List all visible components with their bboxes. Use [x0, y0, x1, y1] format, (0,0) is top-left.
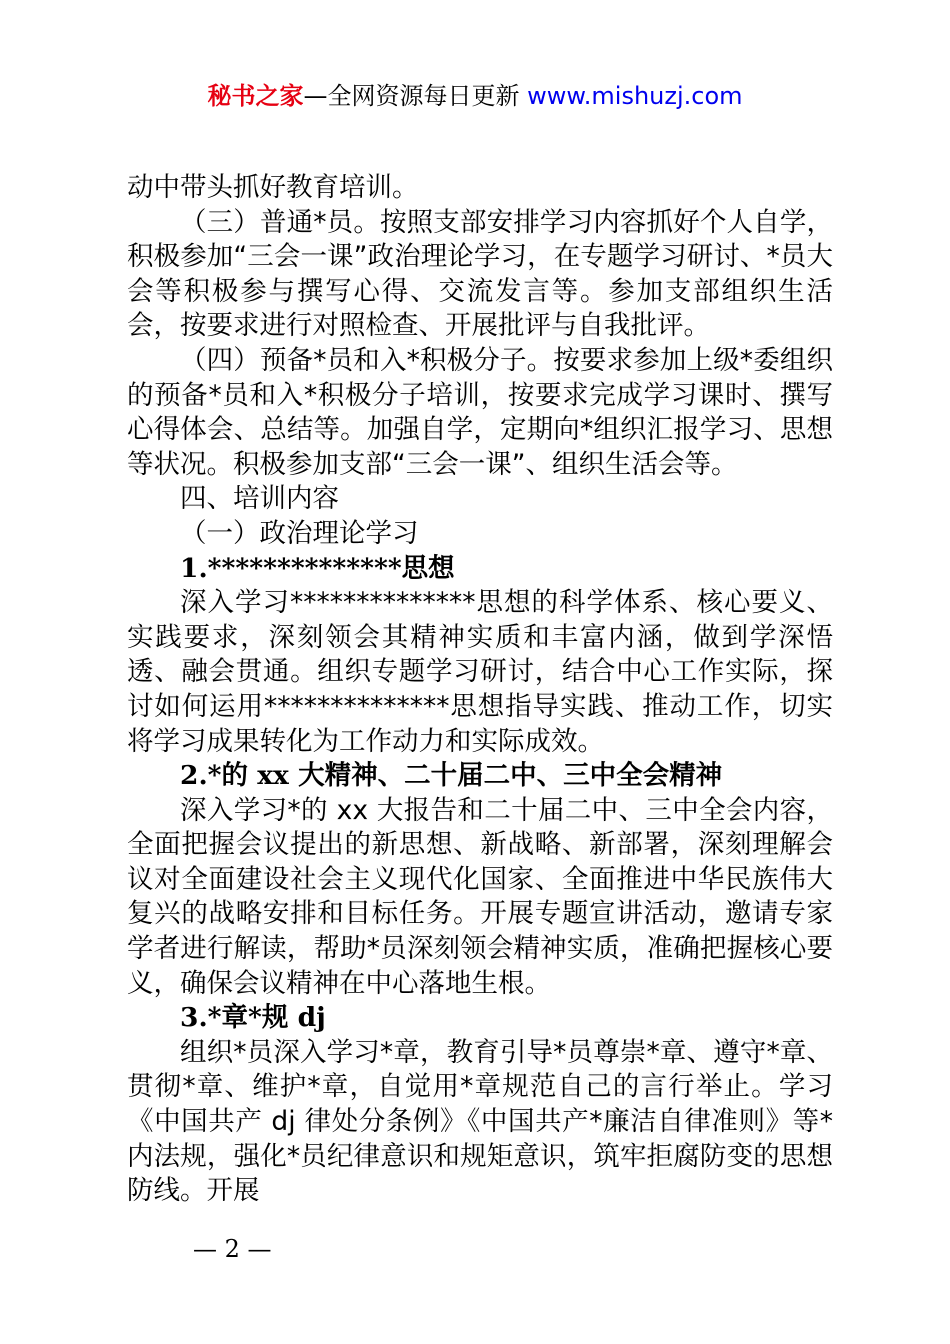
- topic-heading: 1.**************思想: [180, 552, 455, 584]
- site-url-link[interactable]: www.mishuzj.com: [527, 82, 743, 110]
- header-tagline: —全网资源每日更新: [303, 82, 528, 110]
- body-paragraph: 组织*员深入学习*章，教育引导*员尊崇*章、遵守*章、贯彻*章、维护*章，自觉用*章规范自己的言行举止。学习《中国共产 dj 律处分条例》《中国共产*廉洁自律准则》等*内法规，强化*员纪律意识和规矩意识，筑牢拒腐防变的思想防线。开展: [127, 1036, 833, 1207]
- body-paragraph: 动中带头抓好教育培训。: [127, 172, 419, 203]
- document-body: [127, 171, 833, 1209]
- body-paragraph: （三）普通*员。按照支部安排学习内容抓好个人自学，积极参加“三会一课”政治理论学习，在专题学习研讨、*员大会等积极参与撰写心得、交流发言等。参加支部组织生活会，按要求进行对照检查、开展批评与自我批评。: [127, 206, 833, 342]
- subsection-heading: （一）政治理论学习: [180, 517, 419, 549]
- topic-heading: 3.*章*规 dj: [180, 1002, 326, 1034]
- body-paragraph: 深入学习*的 xx 大报告和二十届二中、三中全会内容，全面把握会议提出的新思想、新战略、新部署，深刻理解会议对全面建设社会主义现代化国家、全面推进中华民族伟大复兴的战略安排和目标任务。开展专题宣讲活动，邀请专家学者进行解读，帮助*员深刻领会精神实质，准确把握核心要义，确保会议精神在中心落地生根。: [127, 794, 833, 999]
- body-paragraph: （四）预备*员和入*积极分子。按要求参加上级*委组织的预备*员和入*积极分子培训，按要求完成学习课时、撰写心得体会、总结等。加强自学，定期向*组织汇报学习、思想等状况。积极参加支部“三会一课”、组织生活会等。: [127, 344, 833, 480]
- page-number: — 2 —: [193, 1235, 272, 1263]
- body-paragraph: 深入学习**************思想的科学体系、核心要义、实践要求，深刻领会其精神实质和丰富内涵，做到学深悟透、融会贯通。组织专题学习研讨，结合中心工作实际，探讨如何运用**************思想指导实践、推动工作，切实将学习成果转化为工作动力和实际成效。: [127, 587, 833, 757]
- section-heading: 四、培训内容: [180, 483, 339, 515]
- topic-heading: 2.*的 xx 大精神、二十届二中、三中全会精神: [180, 760, 723, 792]
- brand-name: 秘书之家: [207, 82, 304, 110]
- site-header-banner: [0, 80, 950, 112]
